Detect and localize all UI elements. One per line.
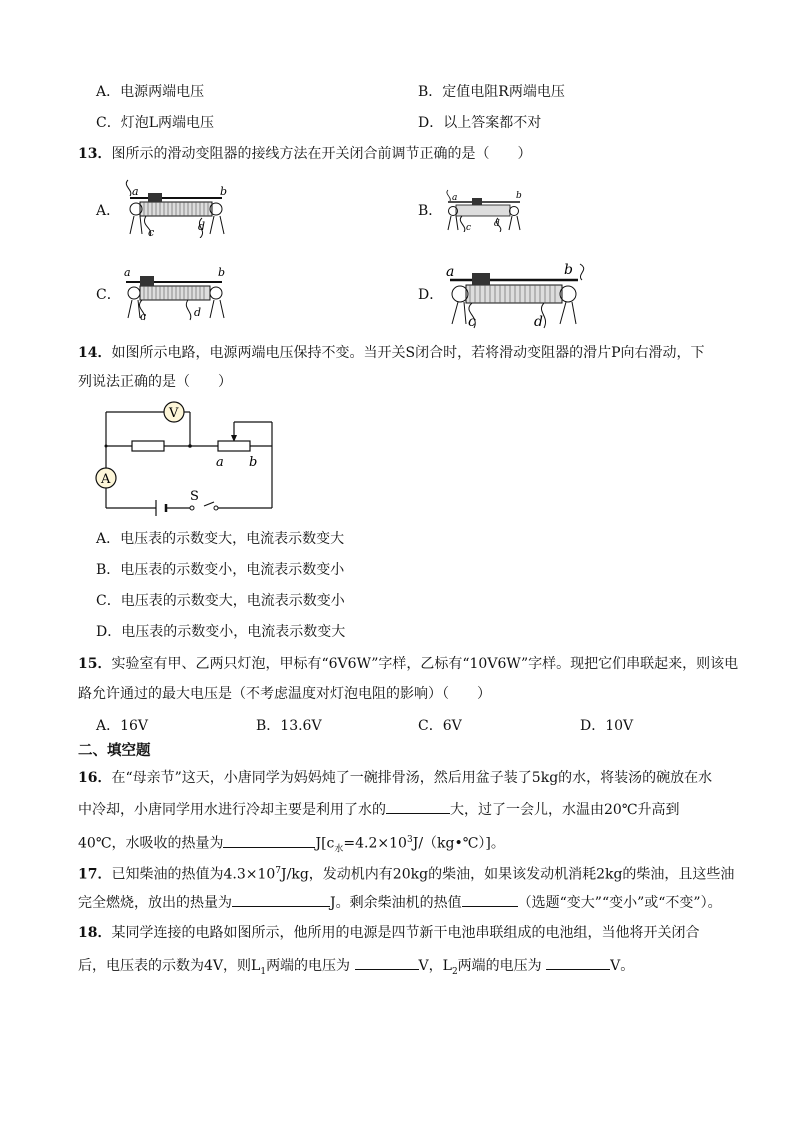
answer-blank[interactable] <box>355 955 419 970</box>
q12-option-d: D．以上答案都不对 <box>418 115 542 131</box>
answer-blank[interactable] <box>223 833 315 848</box>
q12-option-b: B．定值电阻R两端电压 <box>418 84 565 100</box>
terminal-label: a <box>446 264 455 280</box>
q13-stem <box>78 144 531 164</box>
question-text: J/kg，发动机内有20kg的柴油，如果该发动机消耗2kg的柴油，且这些油 <box>281 866 735 883</box>
q15-option-a: A．16V <box>96 718 149 734</box>
q16-line3 <box>78 830 505 859</box>
question-number: 16． <box>78 770 112 786</box>
answer-blank[interactable] <box>546 955 610 970</box>
subscript: 2 <box>451 966 458 977</box>
terminal-label: a <box>124 266 131 279</box>
fixed-resistor <box>132 441 164 451</box>
rheostat-image-d <box>440 258 590 330</box>
question-text: =4.2×10 <box>343 835 407 852</box>
superscript: 7 <box>275 866 282 876</box>
circuit-diagram <box>92 400 282 522</box>
question-text: 在“母亲节”这天，小唐同学为妈妈炖了一碗排骨汤，然后用盆子装了5kg的水，将装汤的碗放在水 <box>111 770 713 786</box>
rheostat-image-b <box>442 188 524 232</box>
question-number: 18． <box>78 925 112 941</box>
q13-option-b-label: B． <box>418 203 443 219</box>
q14-option-d: D．电压表的示数变小，电流表示数变大 <box>96 624 346 640</box>
q15-option-d: D．10V <box>580 718 634 734</box>
question-text: 图所示的滑动变阻器的接线方法在开关闭合前调节正确的是（ ） <box>111 146 532 162</box>
terminal-label: c <box>468 314 476 330</box>
question-text: 两端的电压为 <box>457 958 542 974</box>
rheostat-end-a: a <box>216 455 224 470</box>
q16-line2 <box>78 799 679 820</box>
question-text: J。剩余柴油机的热值 <box>330 895 462 911</box>
terminal-label: b <box>218 266 226 279</box>
subscript: 水 <box>334 844 344 855</box>
question-text: 某同学连接的电路如图所示，他所用的电源是四节新干电池串联组成的电池组，当他将开关闭合 <box>111 925 700 941</box>
terminal-label: b <box>564 262 573 278</box>
switch-contact <box>190 506 194 510</box>
question-text: 后，电压表的示数为4V，则L <box>78 958 261 974</box>
q14-option-c: C．电压表的示数变大，电流表示数变小 <box>96 593 345 609</box>
q17-line2 <box>78 892 722 913</box>
q15-stem-line2: 路允许通过的最大电压是（不考虑温度对灯泡电阻的影响）（ ） <box>78 686 491 702</box>
question-text: V。 <box>610 958 635 974</box>
q15-option-c: C．6V <box>418 718 462 734</box>
terminal-label: c <box>140 310 147 322</box>
terminal-label: d <box>194 306 202 319</box>
terminal-label: b <box>516 191 522 201</box>
q17-line1 <box>78 861 734 885</box>
q14-stem-line1 <box>78 343 705 363</box>
terminal-label: c <box>148 226 155 238</box>
subscript: 1 <box>260 966 267 977</box>
question-text: 已知柴油的热值为4.3×10 <box>111 866 276 883</box>
question-number: 17． <box>78 866 112 883</box>
question-text: J[c <box>315 835 335 852</box>
ammeter-label: A <box>101 472 111 487</box>
section-heading: 二、填空题 <box>78 743 151 759</box>
q14-option-a: A．电压表的示数变大，电流表示数变大 <box>96 531 345 547</box>
switch-label: S <box>190 489 199 504</box>
rheostat-image-a <box>120 178 230 238</box>
terminal-label: d <box>198 220 206 233</box>
switch-contact <box>214 506 218 510</box>
q16-line1 <box>78 768 712 788</box>
terminal-label: d <box>494 219 500 229</box>
question-text: （选题“变大”“变小”或“不变”）。 <box>517 895 722 911</box>
superscript: 3 <box>406 835 413 845</box>
terminal-label: a <box>132 185 139 198</box>
question-number: 13． <box>78 146 112 162</box>
q13-option-c-label: C． <box>96 287 121 303</box>
question-text: 40℃，水吸收的热量为 <box>78 835 224 852</box>
terminal-label: a <box>452 193 458 203</box>
question-text: 两端的电压为 <box>266 958 351 974</box>
question-number: 14． <box>78 345 112 361</box>
q18-line2 <box>78 955 634 982</box>
q15-stem-line1 <box>78 654 738 674</box>
terminal-label: d <box>534 314 543 330</box>
terminal-label: c <box>466 223 472 232</box>
q14-option-b: B．电压表的示数变小，电流表示数变小 <box>96 562 345 578</box>
voltmeter-label: V <box>169 406 179 421</box>
question-text: 大，过了一会儿，水温由20℃升高到 <box>450 802 680 818</box>
rheostat-image-c <box>118 264 230 322</box>
question-text: 完全燃烧，放出的热量为 <box>78 895 232 911</box>
terminal-label: b <box>220 185 228 198</box>
question-text: V，L <box>418 958 452 974</box>
sliding-rheostat <box>218 441 250 451</box>
q12-option-c: C．灯泡L两端电压 <box>96 115 215 131</box>
q13-option-d-label: D． <box>418 287 444 303</box>
rheostat-end-b: b <box>249 455 258 470</box>
answer-blank[interactable] <box>386 799 450 814</box>
question-text: J/（kg•℃）]。 <box>412 835 505 852</box>
q12-option-a: A．电源两端电压 <box>96 84 205 100</box>
q18-line1 <box>78 923 699 943</box>
q15-option-b: B．13.6V <box>256 718 322 734</box>
answer-blank[interactable] <box>232 892 330 907</box>
q13-option-a-label: A． <box>96 203 121 219</box>
question-number: 15． <box>78 656 112 672</box>
answer-blank[interactable] <box>462 892 518 907</box>
question-text: 如图所示电路，电源两端电压保持不变。当开关S闭合时，若将滑动变阻器的滑片P向右滑动，下 <box>111 345 705 361</box>
q14-stem-line2: 列说法正确的是（ ） <box>78 374 232 390</box>
question-text: 实验室有甲、乙两只灯泡，甲标有“6V6W”字样，乙标有“10V6W”字样。现把它们串联起来，则该电 <box>111 656 739 672</box>
question-text: 中冷却，小唐同学用水进行冷却主要是利用了水的 <box>78 802 386 818</box>
